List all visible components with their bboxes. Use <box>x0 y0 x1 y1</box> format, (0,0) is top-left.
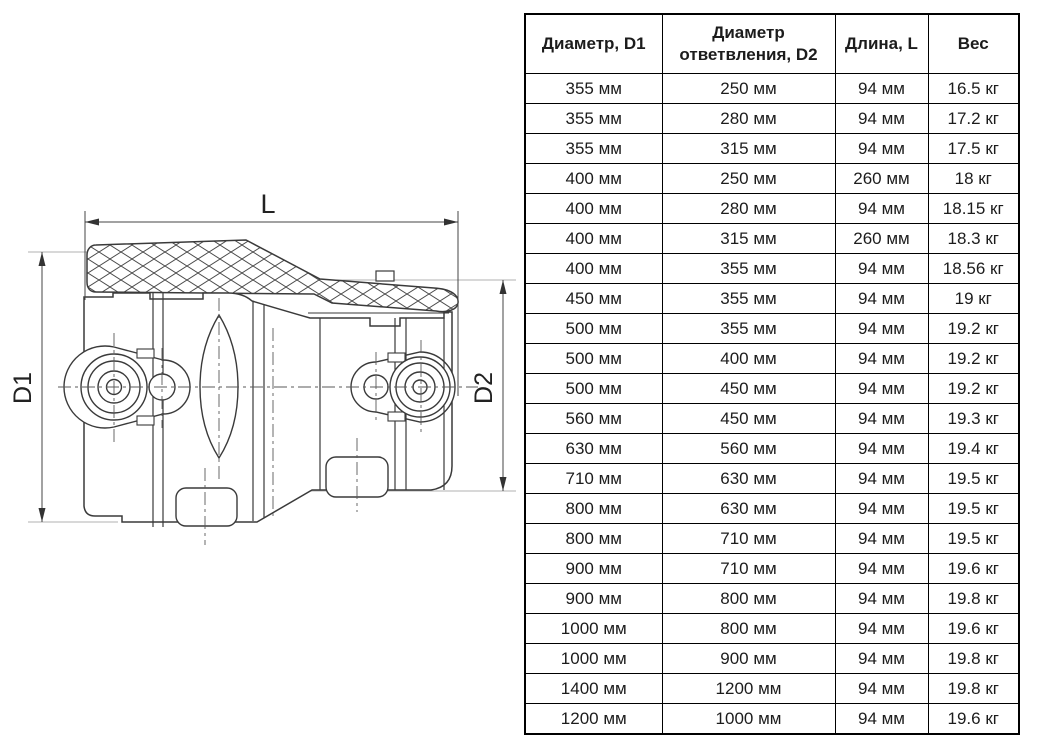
spec-table <box>524 13 1020 735</box>
table-cell: 250 мм <box>662 164 835 194</box>
table-cell: 280 мм <box>662 194 835 224</box>
table-cell: 900 мм <box>525 584 662 614</box>
table-cell: 94 мм <box>835 524 928 554</box>
table-cell: 18.3 кг <box>928 224 1019 254</box>
column-header: Вес <box>928 14 1019 74</box>
table-cell: 800 мм <box>662 584 835 614</box>
table-cell: 94 мм <box>835 614 928 644</box>
table-cell: 355 мм <box>525 104 662 134</box>
table-cell: 1000 мм <box>662 704 835 735</box>
table-cell: 500 мм <box>525 314 662 344</box>
table-row <box>525 194 1019 224</box>
table-cell: 94 мм <box>835 194 928 224</box>
dim-label-d1: D1 <box>9 372 37 404</box>
table-cell: 1400 мм <box>525 674 662 704</box>
table-cell: 400 мм <box>525 194 662 224</box>
table-row <box>525 374 1019 404</box>
table-cell: 94 мм <box>835 254 928 284</box>
table-cell: 19.5 кг <box>928 464 1019 494</box>
table-cell: 19 кг <box>928 284 1019 314</box>
table-cell: 94 мм <box>835 284 928 314</box>
table-cell: 900 мм <box>525 554 662 584</box>
table-cell: 800 мм <box>525 524 662 554</box>
table-row <box>525 614 1019 644</box>
table-cell: 800 мм <box>662 614 835 644</box>
table-cell: 250 мм <box>662 74 835 104</box>
table-cell: 280 мм <box>662 104 835 134</box>
table-row <box>525 674 1019 704</box>
table-cell: 19.5 кг <box>928 524 1019 554</box>
table-cell: 355 мм <box>525 134 662 164</box>
table-cell: 400 мм <box>525 224 662 254</box>
table-cell: 560 мм <box>525 404 662 434</box>
table-cell: 710 мм <box>662 524 835 554</box>
table-cell: 18 кг <box>928 164 1019 194</box>
table-cell: 94 мм <box>835 344 928 374</box>
table-cell: 94 мм <box>835 134 928 164</box>
table-row <box>525 104 1019 134</box>
dimension-d1 <box>39 252 46 522</box>
spec-table-body <box>525 74 1019 735</box>
table-cell: 19.4 кг <box>928 434 1019 464</box>
table-cell: 94 мм <box>835 374 928 404</box>
table-cell: 1000 мм <box>525 644 662 674</box>
dim-label-d2: D2 <box>470 372 498 404</box>
table-cell: 560 мм <box>662 434 835 464</box>
table-cell: 94 мм <box>835 644 928 674</box>
table-cell: 19.2 кг <box>928 314 1019 344</box>
table-row <box>525 704 1019 735</box>
dimension-d2 <box>500 280 507 491</box>
table-cell: 450 мм <box>662 404 835 434</box>
table-row <box>525 74 1019 104</box>
table-cell: 94 мм <box>835 494 928 524</box>
table-row <box>525 284 1019 314</box>
table-cell: 1200 мм <box>662 674 835 704</box>
table-cell: 94 мм <box>835 554 928 584</box>
table-cell: 19.2 кг <box>928 374 1019 404</box>
table-cell: 400 мм <box>525 164 662 194</box>
table-row <box>525 254 1019 284</box>
table-cell: 16.5 кг <box>928 74 1019 104</box>
spec-table-header-row <box>525 14 1019 74</box>
dim-label-length: L <box>260 189 276 219</box>
table-cell: 355 мм <box>525 74 662 104</box>
table-cell: 94 мм <box>835 74 928 104</box>
table-cell: 800 мм <box>525 494 662 524</box>
table-row <box>525 494 1019 524</box>
table-cell: 94 мм <box>835 674 928 704</box>
table-cell: 500 мм <box>525 374 662 404</box>
table-row <box>525 314 1019 344</box>
table-row <box>525 464 1019 494</box>
table-cell: 630 мм <box>662 464 835 494</box>
column-header: Диаметр ответвления, D2 <box>662 14 835 74</box>
table-cell: 94 мм <box>835 314 928 344</box>
table-cell: 19.6 кг <box>928 614 1019 644</box>
column-header: Диаметр, D1 <box>525 14 662 74</box>
table-cell: 315 мм <box>662 224 835 254</box>
table-cell: 19.8 кг <box>928 644 1019 674</box>
table-cell: 450 мм <box>525 284 662 314</box>
table-cell: 355 мм <box>662 284 835 314</box>
table-cell: 17.5 кг <box>928 134 1019 164</box>
table-row <box>525 224 1019 254</box>
band-tab <box>376 271 394 281</box>
table-cell: 19.8 кг <box>928 674 1019 704</box>
table-cell: 18.56 кг <box>928 254 1019 284</box>
table-cell: 315 мм <box>662 134 835 164</box>
table-row <box>525 584 1019 614</box>
table-row <box>525 344 1019 374</box>
table-cell: 450 мм <box>662 374 835 404</box>
table-cell: 19.6 кг <box>928 704 1019 735</box>
table-cell: 900 мм <box>662 644 835 674</box>
table-row <box>525 524 1019 554</box>
table-cell: 260 мм <box>835 164 928 194</box>
table-row <box>525 134 1019 164</box>
table-row <box>525 554 1019 584</box>
table-row <box>525 434 1019 464</box>
table-cell: 94 мм <box>835 104 928 134</box>
table-cell: 260 мм <box>835 224 928 254</box>
table-cell: 500 мм <box>525 344 662 374</box>
table-row <box>525 164 1019 194</box>
table-row <box>525 644 1019 674</box>
table-cell: 19.5 кг <box>928 494 1019 524</box>
table-cell: 94 мм <box>835 404 928 434</box>
table-cell: 630 мм <box>662 494 835 524</box>
table-cell: 18.15 кг <box>928 194 1019 224</box>
table-cell: 17.2 кг <box>928 104 1019 134</box>
table-cell: 94 мм <box>835 464 928 494</box>
table-cell: 400 мм <box>525 254 662 284</box>
table-cell: 1000 мм <box>525 614 662 644</box>
table-cell: 19.2 кг <box>928 344 1019 374</box>
table-cell: 710 мм <box>662 554 835 584</box>
table-cell: 710 мм <box>525 464 662 494</box>
table-row <box>525 404 1019 434</box>
table-cell: 19.8 кг <box>928 584 1019 614</box>
table-cell: 630 мм <box>525 434 662 464</box>
column-header: Длина, L <box>835 14 928 74</box>
table-cell: 355 мм <box>662 314 835 344</box>
table-cell: 94 мм <box>835 434 928 464</box>
table-cell: 19.3 кг <box>928 404 1019 434</box>
table-cell: 400 мм <box>662 344 835 374</box>
table-cell: 1200 мм <box>525 704 662 735</box>
table-cell: 94 мм <box>835 704 928 735</box>
table-cell: 355 мм <box>662 254 835 284</box>
table-cell: 19.6 кг <box>928 554 1019 584</box>
table-cell: 94 мм <box>835 584 928 614</box>
